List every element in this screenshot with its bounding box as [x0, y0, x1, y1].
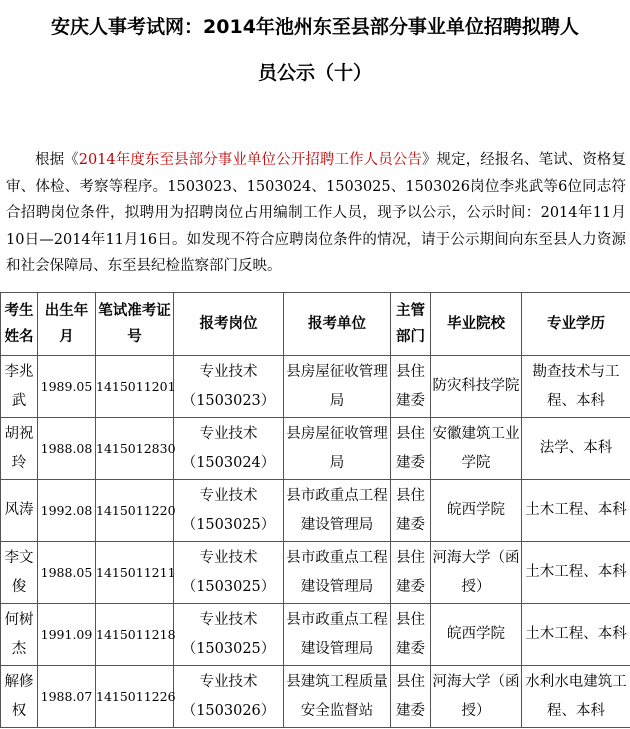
cell-major: 土木工程、本科 — [522, 604, 630, 666]
header-major: 专业学历 — [522, 293, 630, 356]
header-name: 考生姓名 — [1, 293, 38, 356]
cell-exam-no: 1415011211 — [96, 542, 174, 604]
cell-position: 专业技术（1503025） — [174, 480, 284, 542]
cell-exam-no: 1415011220 — [96, 480, 174, 542]
cell-major: 法学、本科 — [522, 418, 630, 480]
page-title — [0, 0, 630, 96]
cell-name: 解修权 — [1, 666, 38, 728]
cell-unit: 县市政重点工程建设管理局 — [284, 542, 391, 604]
header-unit: 报考单位 — [284, 293, 391, 356]
table-header-row — [1, 293, 630, 356]
cell-name: 何树杰 — [1, 604, 38, 666]
cell-exam-no: 1415011226 — [96, 666, 174, 728]
cell-birth: 1988.08 — [38, 418, 96, 480]
table-row — [1, 418, 630, 480]
cell-department: 县住建委 — [391, 356, 431, 418]
cell-name: 李文俊 — [1, 542, 38, 604]
header-school: 毕业院校 — [431, 293, 522, 356]
table-row — [1, 480, 630, 542]
paragraph-body: 》规定，经报名、笔试、资格复审、体检、考察等程序。1503023、1503024、1503025、1503026岗位李兆武等6位同志符合招聘岗位条件，拟聘用为招聘岗位占用编制工作人员，现予以公示，公示时间：2014年11月10日—2014年11月16日。如发现不符合应聘岗位条件的情况，请于公示期间向东至县人力资源和社会保障局、东至县纪检监察部门反映。 — [6, 152, 627, 274]
cell-position: 专业技术（1503026） — [174, 666, 284, 728]
header-birth: 出生年月 — [38, 293, 96, 356]
candidate-table — [0, 292, 630, 728]
cell-major: 土木工程、本科 — [522, 542, 630, 604]
cell-birth: 1992.08 — [38, 480, 96, 542]
cell-unit: 县建筑工程质量安全监督站 — [284, 666, 391, 728]
table-row — [1, 666, 630, 728]
header-department: 主管部门 — [391, 293, 431, 356]
announcement-link[interactable]: 2014年度东至县部分事业单位公开招聘工作人员公告 — [78, 152, 422, 168]
cell-school: 防灾科技学院 — [431, 356, 522, 418]
paragraph-prefix: 根据《 — [35, 152, 79, 168]
cell-name: 风涛 — [1, 480, 38, 542]
cell-position: 专业技术（1503023） — [174, 356, 284, 418]
cell-school: 河海大学（函授） — [431, 666, 522, 728]
cell-department: 县住建委 — [391, 542, 431, 604]
cell-department: 县住建委 — [391, 604, 431, 666]
table-row — [1, 356, 630, 418]
cell-major: 水利水电建筑工程、本科 — [522, 666, 630, 728]
cell-school: 河海大学（函授） — [431, 542, 522, 604]
table-row — [1, 604, 630, 666]
header-exam-no: 笔试准考证号 — [96, 293, 174, 356]
cell-name: 胡祝玲 — [1, 418, 38, 480]
cell-position: 专业技术（1503024） — [174, 418, 284, 480]
cell-school: 皖西学院 — [431, 604, 522, 666]
cell-birth: 1988.07 — [38, 666, 96, 728]
cell-name: 李兆武 — [1, 356, 38, 418]
table-row — [1, 542, 630, 604]
cell-unit: 县市政重点工程建设管理局 — [284, 604, 391, 666]
cell-birth: 1991.09 — [38, 604, 96, 666]
cell-major: 勘查技术与工程、本科 — [522, 356, 630, 418]
cell-department: 县住建委 — [391, 418, 431, 480]
cell-department: 县住建委 — [391, 666, 431, 728]
cell-exam-no: 1415012830 — [96, 418, 174, 480]
cell-exam-no: 1415011201 — [96, 356, 174, 418]
cell-unit: 县市政重点工程建设管理局 — [284, 480, 391, 542]
cell-department: 县住建委 — [391, 480, 431, 542]
header-position: 报考岗位 — [174, 293, 284, 356]
cell-unit: 县房屋征收管理局 — [284, 356, 391, 418]
cell-birth: 1988.05 — [38, 542, 96, 604]
title-line-1: 安庆人事考试网：2014年池州东至县部分事业单位招聘拟聘人 — [51, 16, 579, 38]
cell-unit: 县房屋征收管理局 — [284, 418, 391, 480]
cell-position: 专业技术（1503025） — [174, 542, 284, 604]
announcement-paragraph — [6, 147, 626, 280]
cell-exam-no: 1415011218 — [96, 604, 174, 666]
cell-position: 专业技术（1503025） — [174, 604, 284, 666]
cell-school: 皖西学院 — [431, 480, 522, 542]
title-line-2: 员公示（十） — [257, 62, 372, 84]
cell-school: 安徽建筑工业学院 — [431, 418, 522, 480]
cell-birth: 1989.05 — [38, 356, 96, 418]
cell-major: 土木工程、本科 — [522, 480, 630, 542]
